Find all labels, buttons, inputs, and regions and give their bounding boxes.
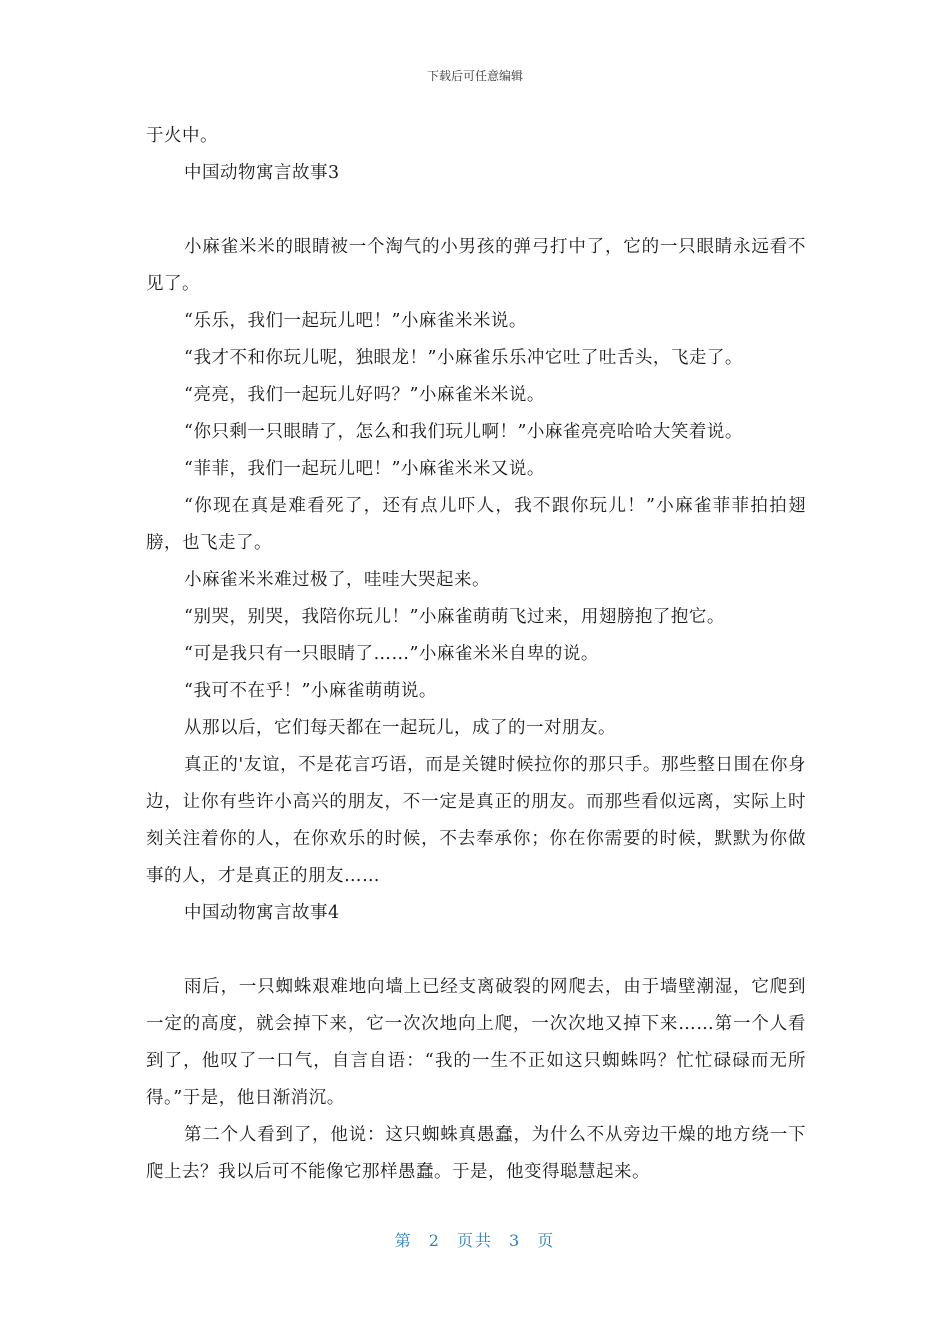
footer-label-total: 页共	[456, 1231, 493, 1250]
paragraph: 从那以后，它们每天都在一起玩儿，成了的一对朋友。	[184, 718, 616, 738]
footer-label-page: 第	[394, 1231, 413, 1250]
page-header: 下载后可任意编辑	[426, 69, 523, 83]
paragraph: “可是我只有一只眼睛了……”小麻雀米米自卑的说。	[184, 644, 599, 664]
paragraph: “我可不在乎！”小麻雀萌萌说。	[184, 681, 437, 701]
paragraph: 小麻雀米米的眼睛被一个淘气的小男孩的弹弓打中了，它的一只眼睛永远看不见了。	[146, 237, 806, 294]
section-heading: 中国动物寓言故事3	[184, 163, 340, 183]
spacer	[146, 932, 806, 969]
paragraph: “乐乐，我们一起玩儿吧！”小麻雀米米说。	[184, 311, 527, 331]
paragraph: “菲菲，我们一起玩儿吧！”小麻雀米米又说。	[184, 459, 545, 479]
footer-label-end: 页	[537, 1231, 556, 1250]
page-footer	[0, 1228, 950, 1251]
paragraph: 第二个人看到了，他说：这只蜘蛛真愚蠢，为什么不从旁边干燥的地方绕一下爬上去？我以后可不能像它那样愚蠢。于是，他变得聪慧起来。	[146, 1125, 806, 1182]
footer-total-pages: 3	[509, 1231, 522, 1250]
paragraph: 于火中。	[146, 126, 218, 146]
paragraph: “亮亮，我们一起玩儿好吗？”小麻雀米米说。	[184, 385, 545, 405]
paragraph: “你只剩一只眼睛了，怎么和我们玩儿啊！”小麻雀亮亮哈哈大笑着说。	[184, 422, 743, 442]
paragraph: 真正的'友谊，不是花言巧语，而是关键时候拉你的那只手。那些整日围在你身边，让你有些许小高兴的朋友，不一定是真正的朋友。而那些看似远离，实际上时刻关注着你的人，在你欢乐的时候，不去奉承你；你在你需要的时候，默默为你做事的人，才是真正的朋友……	[146, 755, 806, 886]
section-heading: 中国动物寓言故事4	[184, 903, 340, 923]
paragraph: “别哭，别哭，我陪你玩儿！”小麻雀萌萌飞过来，用翅膀抱了抱它。	[184, 607, 725, 627]
footer-current-page: 2	[428, 1231, 441, 1250]
document-body	[146, 118, 806, 1191]
spacer	[146, 192, 806, 229]
paragraph: “我才不和你玩儿呢，独眼龙！”小麻雀乐乐冲它吐了吐舌头，飞走了。	[184, 348, 743, 368]
paragraph: 小麻雀米米难过极了，哇哇大哭起来。	[184, 570, 490, 590]
paragraph: 雨后，一只蜘蛛艰难地向墙上已经支离破裂的网爬去，由于墙壁潮湿，它爬到一定的高度，就会掉下来，它一次次地向上爬，一次次地又掉下来……第一个人看到了，他叹了一口气，自言自语：“我的一生不正如这只蜘蛛吗？忙忙碌碌而无所得。”于是，他日渐消沉。	[146, 977, 806, 1108]
paragraph: “你现在真是难看死了，还有点儿吓人，我不跟你玩儿！”小麻雀菲菲拍拍翅膀，也飞走了。	[146, 496, 806, 553]
